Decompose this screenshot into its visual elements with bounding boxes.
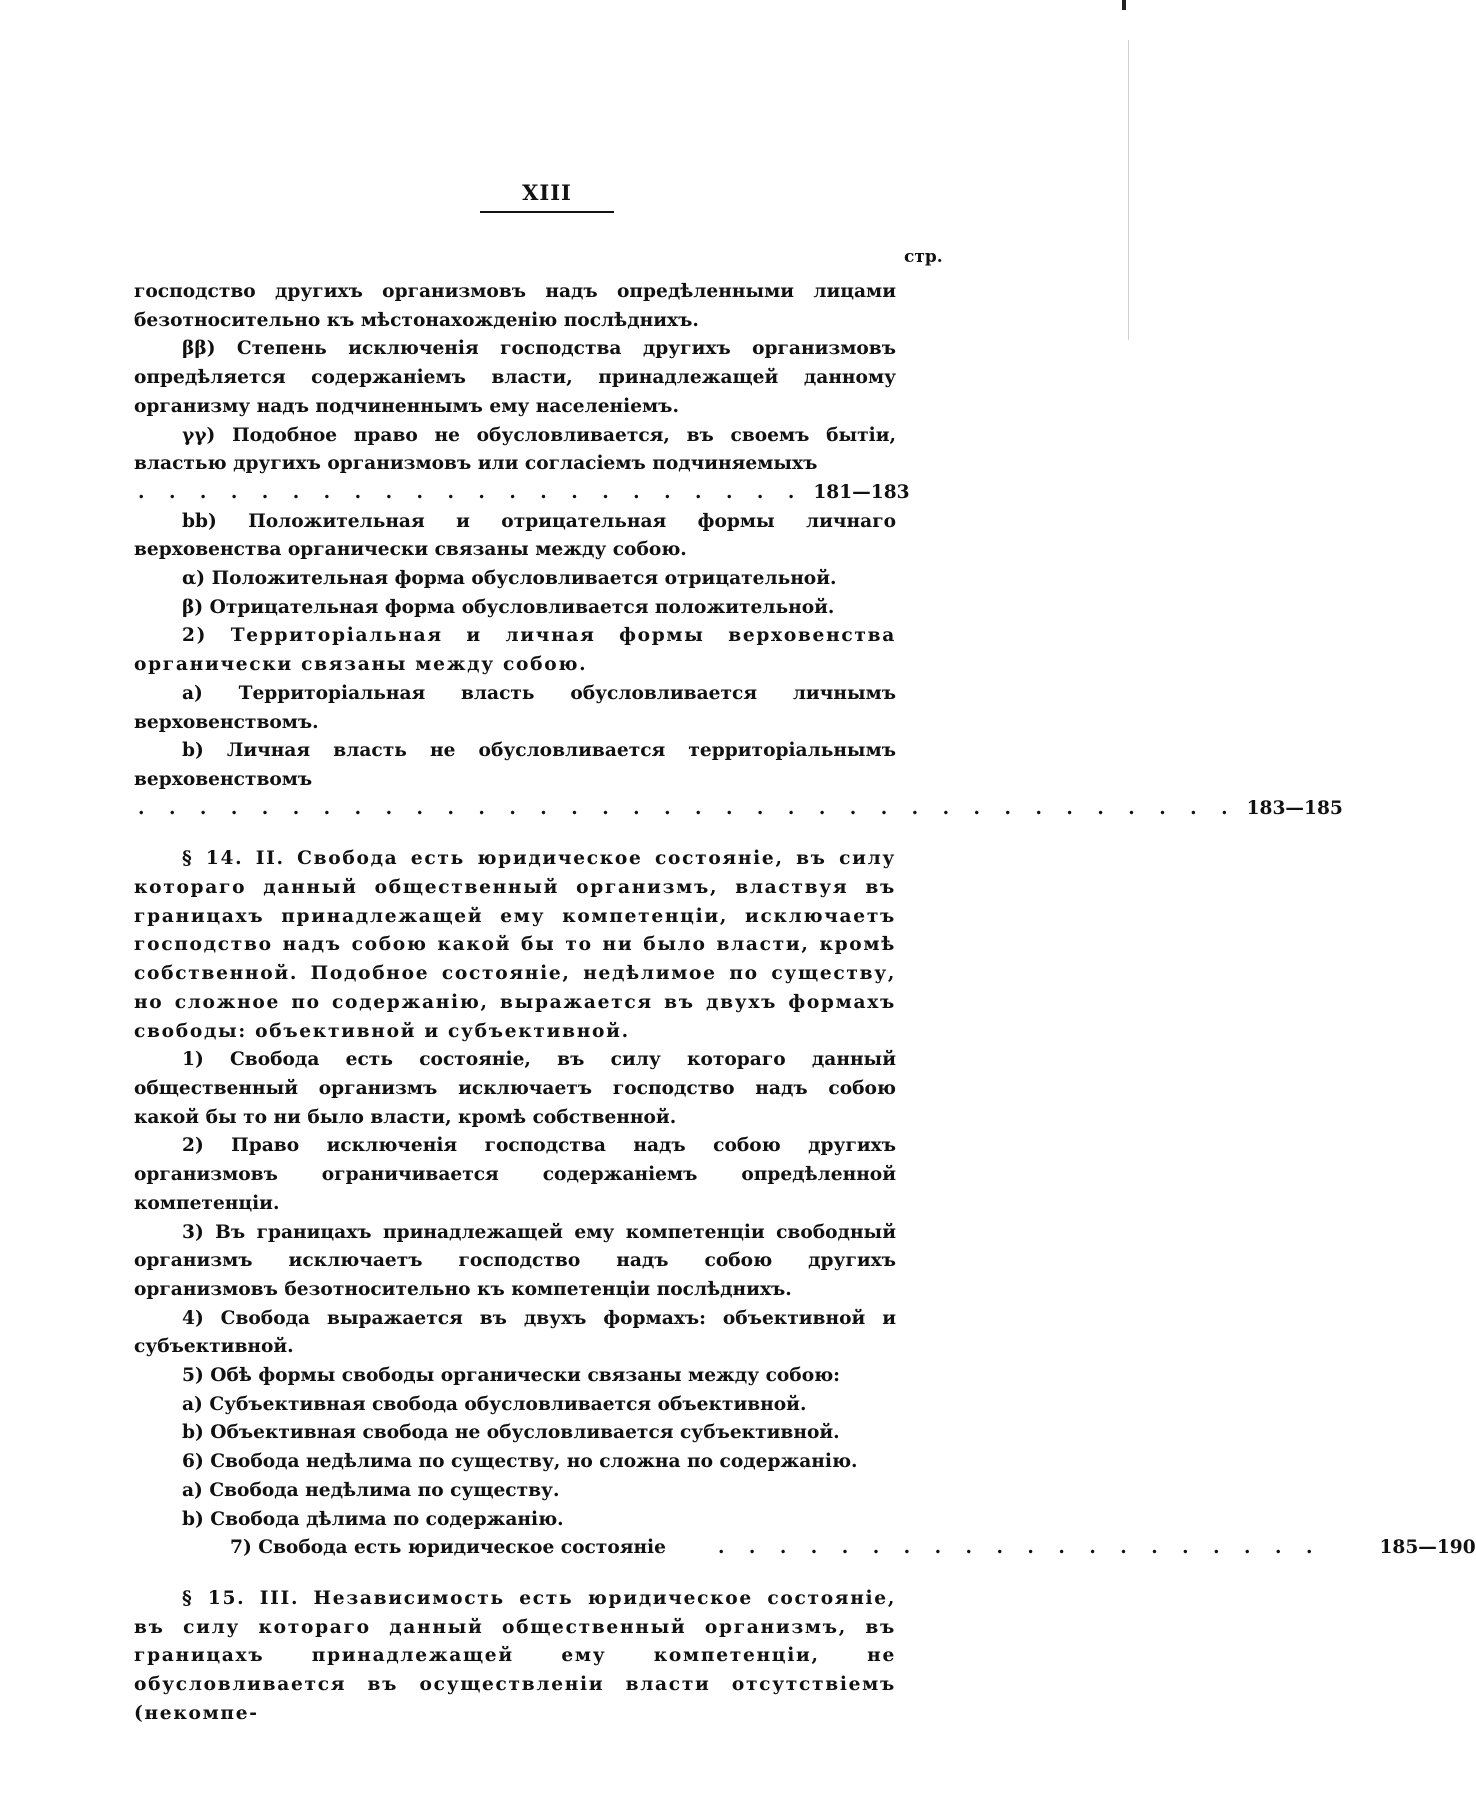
paragraph-3-ref	[134, 479, 910, 508]
paragraph-2: ββ) Степень исключенія господства другихъ организмовъ опредѣляется содержаніемъ власти, принадлежащей данному организму надъ подчиненнымъ ему населеніемъ.	[134, 338, 896, 417]
item-5b: b) Объективная свобода не обусловливается субъективной.	[182, 1422, 840, 1444]
paragraph-7: 2) Территоріальная и личная формы верховенства органически связаны между собою.	[134, 625, 896, 676]
section-14-text: II. Свобода есть юридическое состояніе, въ силу котораго данный общественный организмъ, властвуя въ границахъ принадлежащей ему компетенціи, исключаетъ господство надъ собою какой бы то ни было власти, кромѣ собственной. Подобное состояніе, недѣлимое по существу, но сложное по содержанію, выражается въ двухъ формахъ свободы: объективной и субъективной.	[134, 848, 897, 1042]
table-of-contents-text	[134, 278, 1476, 1728]
item-6b: b) Свобода дѣлима по содержанію.	[182, 1508, 564, 1530]
item-6a: a) Свобода недѣлима по существу.	[182, 1479, 560, 1501]
section-15-label: § 15.	[182, 1587, 246, 1609]
section-15	[134, 1585, 896, 1729]
paragraph-9: b) Личная власть не обусловливается территоріальнымъ верховенствомъ	[134, 740, 896, 790]
item-1: 1) Свобода есть состояніе, въ силу котораго данный общественный организмъ исключаетъ господство надъ собою какой бы то ни было власти, кромѣ собственной.	[134, 1049, 896, 1128]
leader-dots: . . . . . . . . . . . . . . . . . . . . . .	[138, 481, 804, 503]
paragraph-9-ref	[134, 795, 1343, 824]
item-3: 3) Въ границахъ принадлежащей ему компетенціи свободный организмъ исключаетъ господство надъ собою другихъ организмовъ безотносительно къ компетенціи послѣднихъ.	[134, 1221, 896, 1300]
page-range: 181—183	[813, 481, 910, 503]
page-range: 183—185	[1246, 797, 1343, 819]
section-14-label: § 14.	[182, 848, 244, 870]
paragraph-6: β) Отрицательная форма обусловливается положительной.	[182, 596, 835, 618]
paragraph-3	[134, 422, 896, 479]
paragraph-4: bb) Положительная и отрицательная формы личнаго верховенства органически связаны между собою.	[134, 510, 896, 561]
item-4: 4) Свобода выражается въ двухъ формахъ: объективной и субъективной.	[134, 1307, 896, 1358]
paragraph-1: господство другихъ организмовъ надъ опредѣленными лицами безотносительно къ мѣстонахожденію послѣднихъ.	[134, 281, 896, 331]
item-6: 6) Свобода недѣлима по существу, но сложна по содержанію.	[182, 1451, 858, 1473]
scan-edge-line	[1128, 40, 1129, 340]
item-7-text: 7) Свобода есть юридическое состояніе	[230, 1537, 666, 1559]
page-column-label: стр.	[904, 247, 943, 267]
paragraph-3-text: γγ) Подобное право не обусловливается, въ своемъ бытіи, властью другихъ организмовъ или согласіемъ подчиняемыхъ	[134, 424, 896, 475]
item-5: 5) Обѣ формы свободы органически связаны между собою:	[182, 1365, 841, 1387]
page-number: XIII	[522, 180, 572, 205]
item-2: 2) Право исключенія господства надъ собою другихъ организмовъ ограничивается содержаніемъ опредѣленной компетенціи.	[134, 1135, 896, 1214]
page-range: 185—190	[1379, 1537, 1476, 1559]
section-14	[134, 845, 896, 1046]
section-15-text: III. Независимость есть юридическое состояніе, въ силу котораго данный общественный организмъ, въ границахъ принадлежащей ему компетенціи, не обусловливается въ осуществленіи власти отсутствіемъ (некомпе-	[134, 1587, 897, 1724]
leader-dots: . . . . . . . . . . . . . . . . . . . .	[717, 1537, 1322, 1559]
item-7	[134, 1534, 1476, 1563]
paragraph-8: a) Территоріальная власть обусловливается личнымъ верховенствомъ.	[134, 682, 896, 733]
leader-dots: . . . . . . . . . . . . . . . . . . . . . . . . . . . . . . . . . . . .	[138, 797, 1237, 819]
scan-edge-mark	[1122, 0, 1126, 10]
paragraph-5: α) Положительная форма обусловливается отрицательной.	[182, 568, 837, 590]
page-number-rule	[480, 211, 614, 213]
item-5a: a) Субъективная свобода обусловливается объективной.	[182, 1393, 807, 1415]
